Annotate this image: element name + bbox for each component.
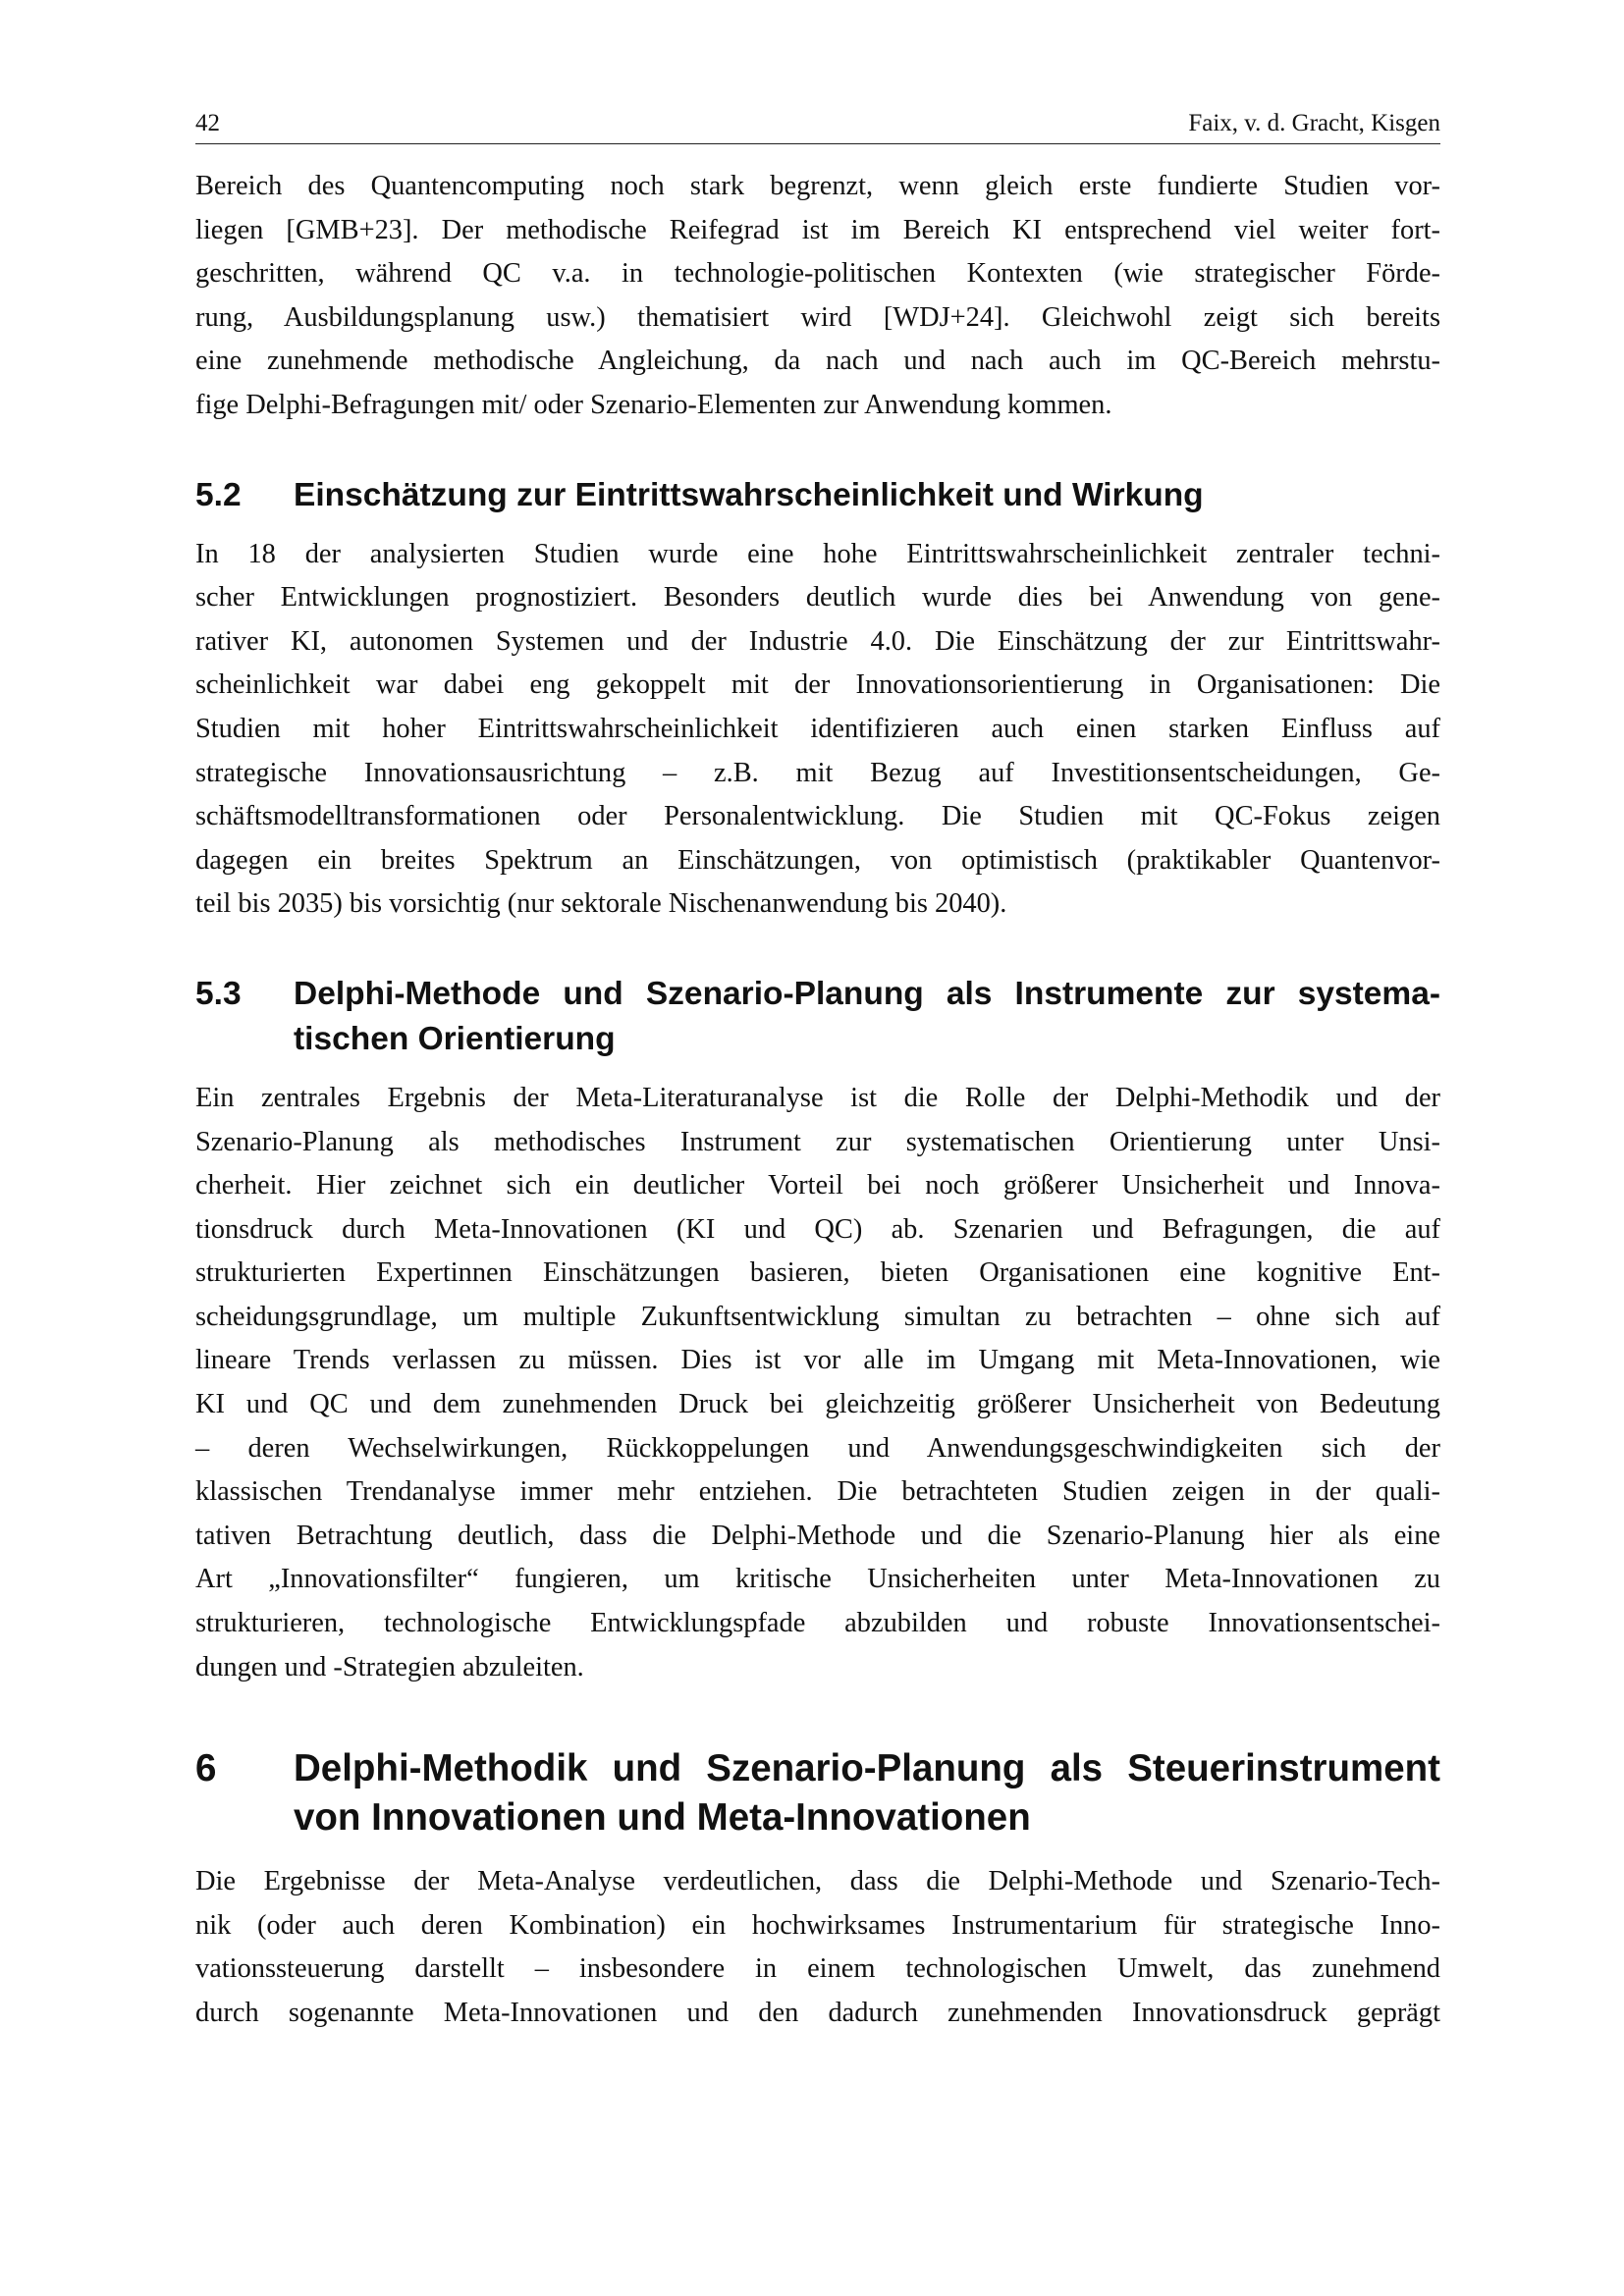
text-line: KI und QC und dem zunehmenden Druck bei gleichzeitig größerer Unsicherheit von Bedeutung bbox=[195, 1389, 1440, 1420]
chapter-number: 6 bbox=[195, 1747, 217, 1790]
text-line: geschritten, während QC v.a. in technologie-politischen Kontexten (wie strategischer Förde- bbox=[195, 258, 1440, 290]
chapter-heading-6 bbox=[195, 1744, 1440, 1842]
text-line: In 18 der analysierten Studien wurde eine hohe Eintrittswahrscheinlichkeit zentraler techni- bbox=[195, 538, 1440, 569]
text-line: strategische Innovationsausrichtung – z.B. mit Bezug auf Investitionsentscheidungen, Ge- bbox=[195, 757, 1440, 788]
text-line: tionsdruck durch Meta-Innovationen (KI und QC) ab. Szenarien und Befragungen, die auf bbox=[195, 1213, 1440, 1245]
text-line: teil bis 2035) bis vorsichtig (nur sektorale Nischenanwendung bis 2040). bbox=[195, 888, 1007, 920]
section-heading-5-2 bbox=[195, 473, 1440, 518]
text-line: dungen und -Strategien abzuleiten. bbox=[195, 1651, 584, 1682]
text-line: Szenario-Planung als methodisches Instrument zur systematischen Orientierung unter Unsi- bbox=[195, 1126, 1440, 1157]
text-line: rung, Ausbildungsplanung usw.) thematisiert wird [WDJ+24]. Gleichwohl zeigt sich bereits bbox=[195, 301, 1440, 333]
chapter-title-line: Delphi-Methodik und Szenario-Planung als Steuerinstrument bbox=[294, 1747, 1440, 1790]
chapter-6-paragraph bbox=[195, 1860, 1440, 2035]
text-line: Ein zentrales Ergebnis der Meta-Literaturanalyse ist die Rolle der Delphi-Methodik und der bbox=[195, 1082, 1440, 1113]
text-line: liegen [GMB+23]. Der methodische Reifegrad ist im Bereich KI entsprechend viel weiter fort- bbox=[195, 214, 1440, 245]
text-line: dagegen ein breites Spektrum an Einschätzungen, von optimistisch (praktikabler Quantenvor- bbox=[195, 844, 1440, 876]
text-line: eine zunehmende methodische Angleichung, da nach und nach auch im QC-Bereich mehrstu- bbox=[195, 346, 1440, 377]
text-line: strukturieren, technologische Entwicklungspfade abzubilden und robuste Innovationsentschei- bbox=[195, 1608, 1440, 1639]
text-line: Studien mit hoher Eintrittswahrscheinlichkeit identifizieren auch einen starken Einfluss auf bbox=[195, 713, 1440, 744]
chapter-title bbox=[294, 1744, 1440, 1842]
section-title bbox=[294, 972, 1440, 1062]
text-line: nik (oder auch deren Kombination) ein hochwirksames Instrumentarium für strategische Inno- bbox=[195, 1909, 1440, 1941]
text-line: vationssteuerung darstellt – insbesondere in einem technologischen Umwelt, das zunehmend bbox=[195, 1953, 1440, 1985]
section-title bbox=[294, 473, 1440, 518]
section-number: 5.2 bbox=[195, 476, 242, 513]
text-line: tativen Betrachtung deutlich, dass die Delphi-Methode und die Szenario-Planung hier als eine bbox=[195, 1520, 1440, 1551]
section-title-line: Einschätzung zur Eintrittswahrscheinlichkeit und Wirkung bbox=[294, 476, 1204, 513]
page-number: 42 bbox=[195, 110, 220, 136]
text-line: Art „Innovationsfilter“ fungieren, um kritische Unsicherheiten unter Meta-Innovationen zu bbox=[195, 1564, 1440, 1595]
text-line: – deren Wechselwirkungen, Rückkoppelungen und Anwendungsgeschwindigkeiten sich der bbox=[195, 1432, 1440, 1464]
text-line: Die Ergebnisse der Meta-Analyse verdeutlichen, dass die Delphi-Methode und Szenario-Tech- bbox=[195, 1866, 1440, 1897]
text-line: fige Delphi-Befragungen mit/ oder Szenario-Elementen zur Anwendung kommen. bbox=[195, 389, 1112, 420]
running-head-authors: Faix, v. d. Gracht, Kisgen bbox=[1188, 110, 1440, 136]
section-heading-5-3 bbox=[195, 972, 1440, 1062]
page bbox=[195, 110, 1440, 2036]
section-number: 5.3 bbox=[195, 975, 242, 1012]
text-line: klassischen Trendanalyse immer mehr entziehen. Die betrachteten Studien zeigen in der quali- bbox=[195, 1476, 1440, 1508]
intro-paragraph bbox=[195, 165, 1440, 428]
text-line: scher Entwicklungen prognostiziert. Besonders deutlich wurde dies bei Anwendung von gene- bbox=[195, 582, 1440, 614]
text-line: scheinlichkeit war dabei eng gekoppelt mit der Innovationsorientierung in Organisationen: Die bbox=[195, 669, 1440, 701]
text-line: scheidungsgrundlage, um multiple Zukunftsentwicklung simultan zu betrachten – ohne sich auf bbox=[195, 1301, 1440, 1332]
text-line: Bereich des Quantencomputing noch stark begrenzt, wenn gleich erste fundierte Studien vor- bbox=[195, 171, 1440, 201]
section-title-line: tischen Orientierung bbox=[294, 1020, 616, 1057]
section-5-3-paragraph bbox=[195, 1077, 1440, 1689]
running-head bbox=[195, 110, 1440, 144]
section-5-2-paragraph bbox=[195, 533, 1440, 927]
text-line: strukturierten Expertinnen Einschätzungen basieren, bieten Organisationen eine kognitive Ent- bbox=[195, 1257, 1440, 1289]
text-line: durch sogenannte Meta-Innovationen und den dadurch zunehmenden Innovationsdruck geprägt bbox=[195, 1998, 1440, 2028]
chapter-title-line: von Innovationen und Meta-Innovationen bbox=[294, 1796, 1031, 1840]
text-line: lineare Trends verlassen zu müssen. Dies ist vor alle im Umgang mit Meta-Innovationen, wie bbox=[195, 1345, 1440, 1376]
text-line: schäftsmodelltransformationen oder Personalentwicklung. Die Studien mit QC-Fokus zeigen bbox=[195, 801, 1440, 832]
text-line: rativer KI, autonomen Systemen und der Industrie 4.0. Die Einschätzung der zur Eintrittswahr- bbox=[195, 625, 1440, 657]
text-line: cherheit. Hier zeichnet sich ein deutlicher Vorteil bei noch größerer Unsicherheit und Innova- bbox=[195, 1170, 1440, 1201]
section-title-line: Delphi-Methode und Szenario-Planung als Instrumente zur systema- bbox=[294, 975, 1440, 1012]
